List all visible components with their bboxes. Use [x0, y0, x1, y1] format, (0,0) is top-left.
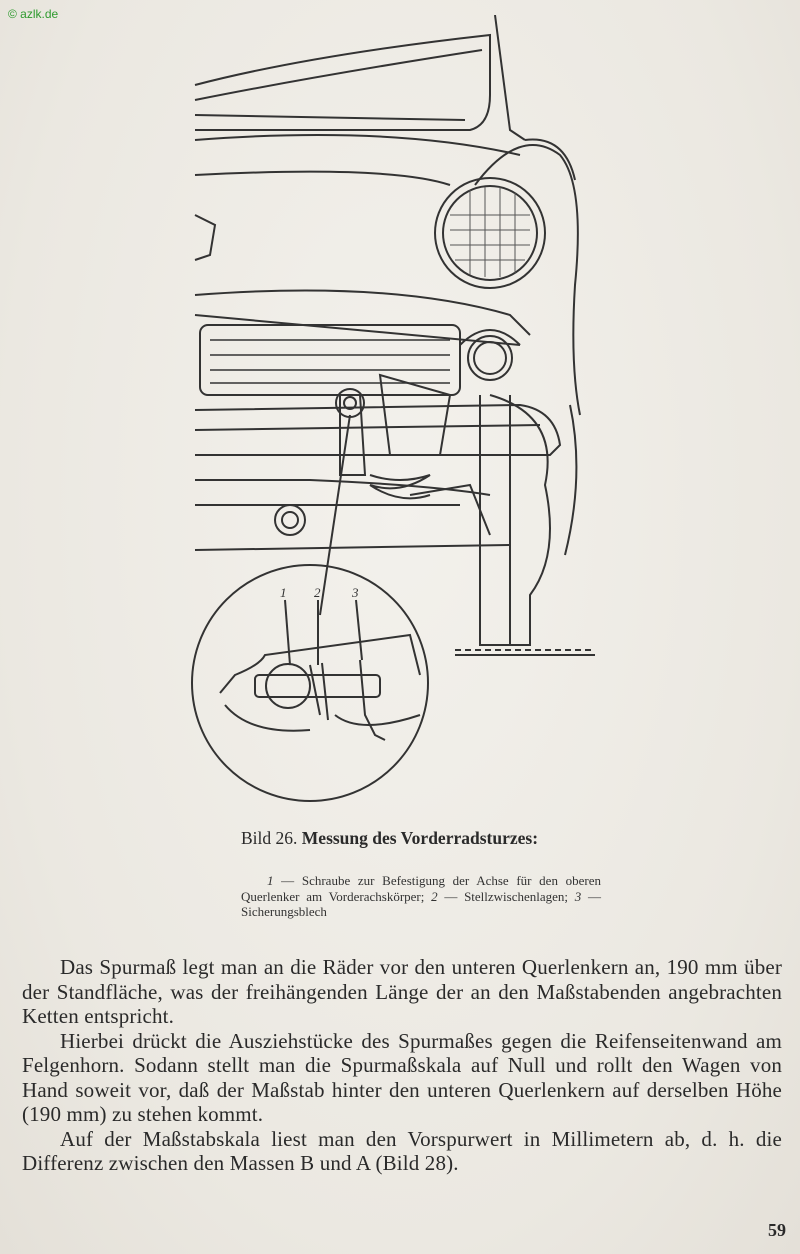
legend-text-3: Sicherungsblech [241, 904, 327, 919]
callout-number-2: 2 [314, 585, 321, 600]
technical-drawing [190, 15, 610, 810]
car-front-illustration [190, 15, 610, 810]
figure-title: Messung des Vorderradsturzes: [301, 828, 539, 848]
paragraph: Auf der Maßstabskala liest man den Vorspurwert in Millimetern ab, d. h. die Differenz zwischen den Massen B und A (Bild 28). [22, 1126, 782, 1175]
legend-number-3: 3 [574, 888, 582, 904]
callout-number-1: 1 [280, 585, 287, 600]
legend-text-2: Stellzwischenlagen; [464, 888, 569, 904]
watermark: © azlk.de [8, 7, 59, 21]
callout-number-3: 3 [352, 585, 359, 600]
page-number: 59 [768, 1220, 786, 1240]
body-text [22, 955, 782, 1176]
legend-number-1: 1 [267, 873, 274, 888]
paragraph: Hierbei drückt die Ausziehstücke des Spurmaßes gegen die Reifenseitenwand am Felgenhorn. Sodann stellt man die Spurmaßskala auf Null und rollt den Wagen von Hand soweit vor, daß der Maßstab hinter den unteren Querlenkern auf derselben Höhe (190 mm) zu stehen kommt. [22, 1028, 782, 1126]
paragraph: Das Spurmaß legt man an die Räder vor den unteren Querlenkern an, 190 mm über der Standfläche, was der freihängenden Länge der an den Maßstabenden angebrachten Ketten entspricht. [22, 955, 782, 1028]
figure-caption-title [241, 828, 601, 849]
figure-legend: 1 — Schraube zur Befestigung der Achse für den oberen Querlenker am Vorderachskörper; 2 — Stellzwischenlagen; 3 — Sicherungsblech [241, 873, 601, 919]
legend-text-1: Schraube zur Befestigung der Achse für den oberen Querlenker am Vorderachskörper; [241, 873, 601, 904]
legend-number-2: 2 [431, 888, 438, 904]
figure-number: Bild 26. [241, 828, 298, 848]
